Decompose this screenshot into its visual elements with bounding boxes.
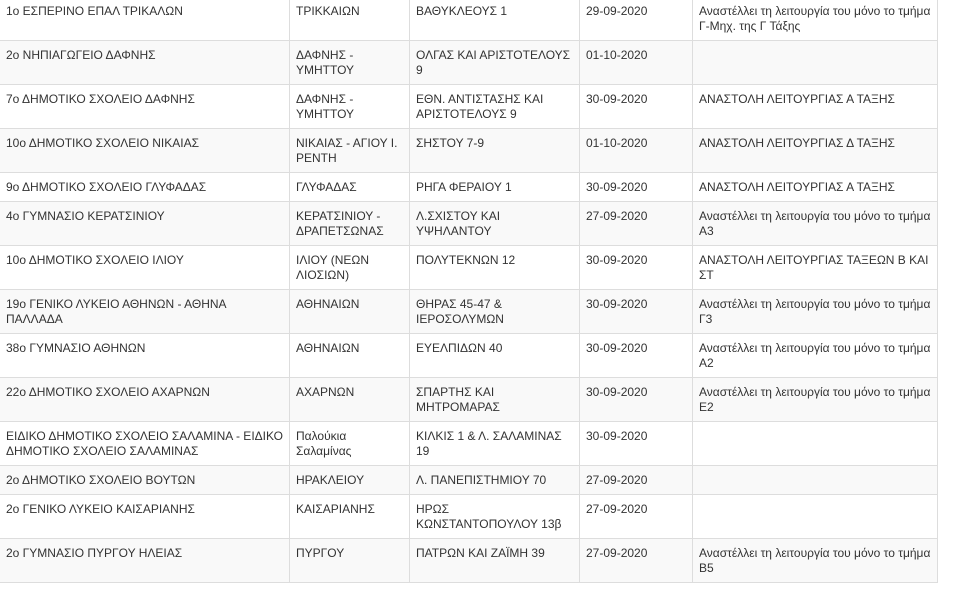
municipality-cell: ΑΘΗΝΑΙΩΝ [290, 334, 410, 378]
address-cell: ΕΘΝ. ΑΝΤΙΣΤΑΣΗΣ ΚΑΙ ΑΡΙΣΤΟΤΕΛΟΥΣ 9 [410, 85, 580, 129]
date-cell: 01-10-2020 [580, 41, 693, 85]
note-cell [693, 495, 938, 539]
date-cell: 30-09-2020 [580, 246, 693, 290]
address-cell: ΣΗΣΤΟΥ 7-9 [410, 129, 580, 173]
school-name-cell: 1ο ΕΣΠΕΡΙΝΟ ΕΠΑΛ ΤΡΙΚΑΛΩΝ [0, 0, 290, 41]
date-cell: 30-09-2020 [580, 334, 693, 378]
school-name-cell: 22ο ΔΗΜΟΤΙΚΟ ΣΧΟΛΕΙΟ ΑΧΑΡΝΩΝ [0, 378, 290, 422]
note-cell [693, 466, 938, 495]
municipality-cell: ΚΕΡΑΤΣΙΝΙΟΥ - ΔΡΑΠΕΤΣΩΝΑΣ [290, 202, 410, 246]
municipality-cell: ΤΡΙΚΚΑΙΩΝ [290, 0, 410, 41]
note-cell [693, 41, 938, 85]
date-cell: 27-09-2020 [580, 495, 693, 539]
school-name-cell: 2ο ΔΗΜΟΤΙΚΟ ΣΧΟΛΕΙΟ ΒΟΥΤΩΝ [0, 466, 290, 495]
table-row [0, 290, 938, 334]
school-name-cell: 10ο ΔΗΜΟΤΙΚΟ ΣΧΟΛΕΙΟ ΝΙΚΑΙΑΣ [0, 129, 290, 173]
note-cell: ΑΝΑΣΤΟΛΗ ΛΕΙΤΟΥΡΓΙΑΣ Α ΤΑΞΗΣ [693, 85, 938, 129]
date-cell: 30-09-2020 [580, 85, 693, 129]
note-cell: Αναστέλλει τη λειτουργία του μόνο το τμήμα Α2 [693, 334, 938, 378]
table-row [0, 202, 938, 246]
school-name-cell: 4ο ΓΥΜΝΑΣΙΟ ΚΕΡΑΤΣΙΝΙΟΥ [0, 202, 290, 246]
municipality-cell: ΑΘΗΝΑΙΩΝ [290, 290, 410, 334]
table-row [0, 85, 938, 129]
note-cell: ΑΝΑΣΤΟΛΗ ΛΕΙΤΟΥΡΓΙΑΣ ΤΑΞΕΩΝ Β ΚΑΙ ΣΤ [693, 246, 938, 290]
school-name-cell: 2ο ΓΕΝΙΚΟ ΛΥΚΕΙΟ ΚΑΙΣΑΡΙΑΝΗΣ [0, 495, 290, 539]
school-name-cell: ΕΙΔΙΚΟ ΔΗΜΟΤΙΚΟ ΣΧΟΛΕΙΟ ΣΑΛΑΜΙΝΑ - ΕΙΔΙΚΟ ΔΗΜΟΤΙΚΟ ΣΧΟΛΕΙΟ ΣΑΛΑΜΙΝΑΣ [0, 422, 290, 466]
date-cell: 27-09-2020 [580, 202, 693, 246]
address-cell: ΘΗΡΑΣ 45-47 & ΙΕΡΟΣΟΛΥΜΩΝ [410, 290, 580, 334]
school-name-cell: 10ο ΔΗΜΟΤΙΚΟ ΣΧΟΛΕΙΟ ΙΛΙΟΥ [0, 246, 290, 290]
note-cell: Αναστέλλει τη λειτουργία του μόνο το τμήμα Ε2 [693, 378, 938, 422]
school-name-cell: 2ο ΓΥΜΝΑΣΙΟ ΠΥΡΓΟΥ ΗΛΕΙΑΣ [0, 539, 290, 583]
date-cell: 01-10-2020 [580, 129, 693, 173]
table-row [0, 246, 938, 290]
address-cell: ΕΥΕΛΠΙΔΩΝ 40 [410, 334, 580, 378]
address-cell: ΣΠΑΡΤΗΣ ΚΑΙ ΜΗΤΡΟΜΑΡΑΣ [410, 378, 580, 422]
municipality-cell: ΠΥΡΓΟΥ [290, 539, 410, 583]
note-cell: Αναστέλλει τη λειτουργία του μόνο το τμήμα Β5 [693, 539, 938, 583]
table-row [0, 539, 938, 583]
address-cell: ΟΛΓΑΣ ΚΑΙ ΑΡΙΣΤΟΤΕΛΟΥΣ 9 [410, 41, 580, 85]
note-cell [693, 422, 938, 466]
date-cell: 27-09-2020 [580, 466, 693, 495]
address-cell: ΒΑΘΥΚΛΕΟΥΣ 1 [410, 0, 580, 41]
note-cell: ΑΝΑΣΤΟΛΗ ΛΕΙΤΟΥΡΓΙΑΣ Δ ΤΑΞΗΣ [693, 129, 938, 173]
date-cell: 29-09-2020 [580, 0, 693, 41]
municipality-cell: ΙΛΙΟΥ (ΝΕΩΝ ΛΙΟΣΙΩΝ) [290, 246, 410, 290]
note-cell: Αναστέλλει τη λειτουργία του μόνο το τμήμα Γ3 [693, 290, 938, 334]
school-name-cell: 19ο ΓΕΝΙΚΟ ΛΥΚΕΙΟ ΑΘΗΝΩΝ - ΑΘΗΝΑ ΠΑΛΛΑΔΑ [0, 290, 290, 334]
note-cell: Αναστέλλει τη λειτουργία του μόνο το τμήμα Α3 [693, 202, 938, 246]
table-row [0, 378, 938, 422]
table-row [0, 173, 938, 202]
date-cell: 27-09-2020 [580, 539, 693, 583]
municipality-cell: ΔΑΦΝΗΣ - ΥΜΗΤΤΟΥ [290, 85, 410, 129]
address-cell: ΚΙΛΚΙΣ 1 & Λ. ΣΑΛΑΜΙΝΑΣ 19 [410, 422, 580, 466]
address-cell: Λ. ΠΑΝΕΠΙΣΤΗΜΙΟΥ 70 [410, 466, 580, 495]
municipality-cell: ΝΙΚΑΙΑΣ - ΑΓΙΟΥ Ι. ΡΕΝΤΗ [290, 129, 410, 173]
table-row [0, 129, 938, 173]
municipality-cell: Παλούκια Σαλαμίνας [290, 422, 410, 466]
table-row [0, 495, 938, 539]
table-row [0, 0, 938, 41]
address-cell: ΠΑΤΡΩΝ ΚΑΙ ΖΑΪΜΗ 39 [410, 539, 580, 583]
table-row [0, 334, 938, 378]
municipality-cell: ΔΑΦΝΗΣ - ΥΜΗΤΤΟΥ [290, 41, 410, 85]
date-cell: 30-09-2020 [580, 290, 693, 334]
municipality-cell: ΑΧΑΡΝΩΝ [290, 378, 410, 422]
date-cell: 30-09-2020 [580, 378, 693, 422]
municipality-cell: ΗΡΑΚΛΕΙΟΥ [290, 466, 410, 495]
school-name-cell: 38ο ΓΥΜΝΑΣΙΟ ΑΘΗΝΩΝ [0, 334, 290, 378]
school-name-cell: 7ο ΔΗΜΟΤΙΚΟ ΣΧΟΛΕΙΟ ΔΑΦΝΗΣ [0, 85, 290, 129]
table-row [0, 41, 938, 85]
address-cell: ΠΟΛΥΤΕΚΝΩΝ 12 [410, 246, 580, 290]
address-cell: ΡΗΓΑ ΦΕΡΑΙΟΥ 1 [410, 173, 580, 202]
school-name-cell: 2ο ΝΗΠΙΑΓΩΓΕΙΟ ΔΑΦΝΗΣ [0, 41, 290, 85]
address-cell: ΗΡΩΣ ΚΩΝΣΤΑΝΤΟΠΟΥΛΟΥ 13β [410, 495, 580, 539]
note-cell: ΑΝΑΣΤΟΛΗ ΛΕΙΤΟΥΡΓΙΑΣ Α ΤΑΞΗΣ [693, 173, 938, 202]
note-cell: Αναστέλλει τη λειτουργία του μόνο το τμήμα Γ-Μηχ. της Γ Τάξης [693, 0, 938, 41]
municipality-cell: ΓΛΥΦΑΔΑΣ [290, 173, 410, 202]
municipality-cell: ΚΑΙΣΑΡΙΑΝΗΣ [290, 495, 410, 539]
date-cell: 30-09-2020 [580, 422, 693, 466]
table-row [0, 466, 938, 495]
date-cell: 30-09-2020 [580, 173, 693, 202]
table-row [0, 422, 938, 466]
address-cell: Λ.ΣΧΙΣΤΟΥ ΚΑΙ ΥΨΗΛΑΝΤΟΥ [410, 202, 580, 246]
school-name-cell: 9ο ΔΗΜΟΤΙΚΟ ΣΧΟΛΕΙΟ ΓΛΥΦΑΔΑΣ [0, 173, 290, 202]
